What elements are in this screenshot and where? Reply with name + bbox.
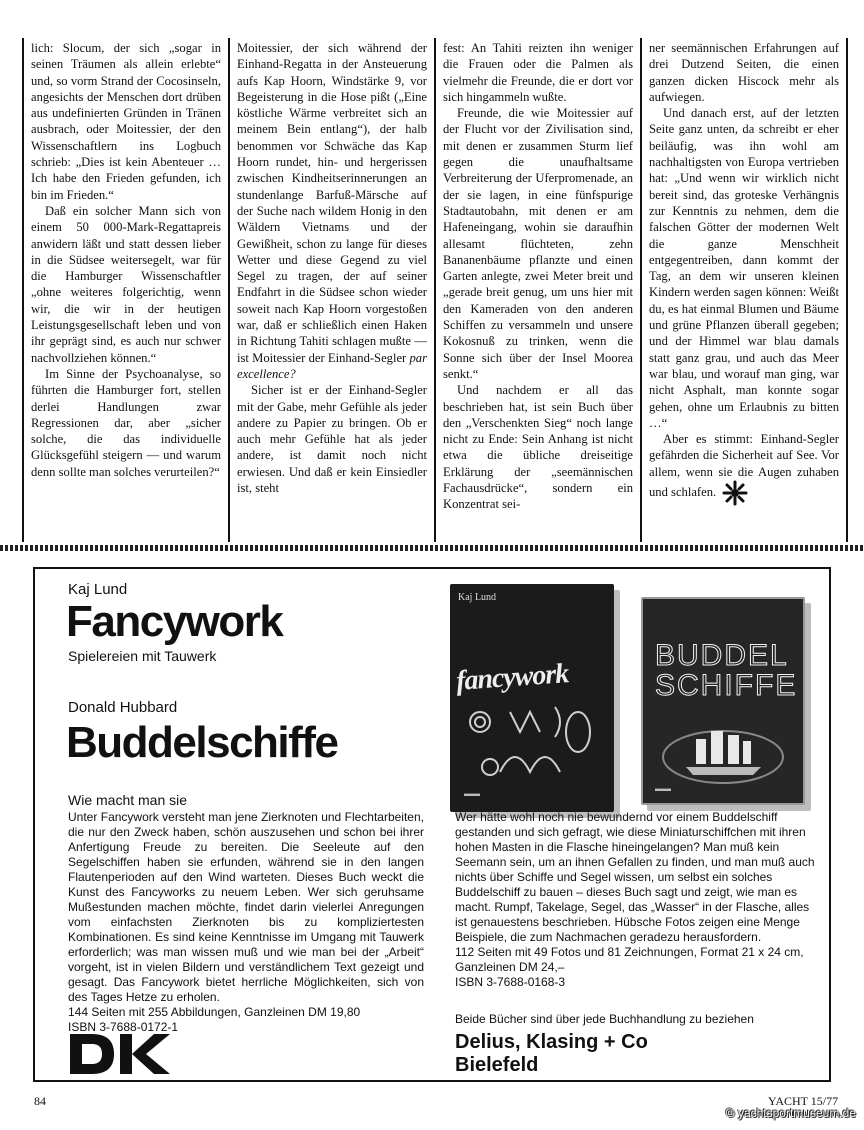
book-advertisement xyxy=(33,567,831,1082)
article-column-1 xyxy=(24,38,230,542)
cover-title: BUDDEL SCHIFFE xyxy=(655,639,798,702)
paragraph: Moitessier, der sich während der Einhand-Regatta in der Ansteuerung aufs Kap Hoorn, Windstärke 9, vor Begeisterung in die Hose pißt („Eine köstliche Wärme verbreitet sich an meinem Bein entlang“), der halb benommen vor Schwäche das Kap Hoorn rundet, hin- und hergerissen zwischen Kindheitserinnerungen an stundenlange Barfuß-Märsche auf der Suche nach wildem Honig in den Wäldern Vietnams und der Gewißheit, schon zu lange für dieses Wetter und diese Gegend zu viel Segel zu tragen, der auf seiner Endfahrt in die Südsee schon wieder soweit nach Kap Hoorn vorgestoßen war, daß er schließlich einen Haken in Richtung Tahiti schlagen mußte — ist Moitessier der Einhand-Segler par excellence? xyxy=(237,41,427,381)
availability-note: Beide Bücher sind über jede Buchhandlung zu beziehen xyxy=(455,1012,754,1026)
end-mark-icon xyxy=(722,480,748,506)
knots-illustration xyxy=(460,702,600,792)
paragraph: fest: An Tahiti reizten ihn weniger die Frauen oder die Palmen als vielmehr die Freunde, die er dort vor sich hingammeln wußte. xyxy=(443,41,633,104)
page-number: 84 xyxy=(34,1094,46,1108)
cover-author: Kaj Lund xyxy=(458,592,497,603)
magazine-issue: YACHT 15/77 xyxy=(768,1094,839,1108)
book2-isbn: ISBN 3-7688-0168-3 xyxy=(455,975,566,989)
paragraph: Und nachdem er all das beschrieben hat, ist sein Buch über den „Verschenkten Sieg“ noch lange nicht zu Ende: Sein Anhang ist nicht etwa die übliche dreiseitige Erklärung der „seemännischen Fachausdrücke“, sondern ein Konzentrat sei- xyxy=(443,383,633,512)
article-column-4 xyxy=(642,38,846,542)
book2-details: 112 Seiten mit 49 Fotos und 81 Zeichnungen, Format 21 x 24 cm, Ganzleinen DM 24,– xyxy=(455,945,804,974)
paragraph: Im Sinne der Psychoanalyse, so führten die Hamburger fort, stellen derlei Handlungen zwar Regressionen dar, aber „sicher solche, die das individuelle Glücksgefühl steigern — und warum denn sollte man solches verurteilen?“ xyxy=(31,366,221,479)
book1-isbn: ISBN 3-7688-0172-1 xyxy=(68,1020,179,1034)
article-column-2 xyxy=(230,38,436,542)
cover-publisher-mark: ▬▬ xyxy=(464,789,480,798)
italic-phrase: par excellence? xyxy=(237,350,427,381)
paragraph: Daß ein solcher Mann sich von einem 50 000-Mark-Regattapreis anwidern läßt und statt dessen lieber in die Südsee weitersegelt, war für die Hamburger Wissenschaftler „ohne weiteres folgerichtig, wenn wir, die wir in der heutigen Leistungsgesellschaft leben und von ihr geprägt sind, es auch nur schwer nachvollziehen können.“ xyxy=(31,203,221,365)
publisher-city: Bielefeld xyxy=(455,1054,539,1076)
buddelschiffe-book-cover xyxy=(641,597,805,805)
book1-title: Fancywork xyxy=(66,597,283,646)
book2-description: Wer hätte wohl noch nie bewundernd vor einem Buddelschiff gestanden und sich gefragt, wie diese Miniaturschiffchen mit ihren hohen Masten in die Flasche hineingelangen? Man muß kein Seemann sein, um an ihnen Gefallen zu finden, und man muß auch nichts über Schiffe und Segel wissen, um selbst ein solches Buddelschiff zu bauen – dieses Buch sagt und zeigt, wie man es macht. Rumpf, Takelage, Segel, das „Wasser“ in der Flasche, alles ist genauestens beschrieben. Hübsche Fotos zeigen eine Menge Beispiele, die zum Nachmachen geradezu herausfordern. xyxy=(455,810,815,944)
cover-title: fancywork xyxy=(455,658,570,697)
article-column-3 xyxy=(436,38,642,542)
book2-description-block xyxy=(455,810,815,990)
publisher-name: Delius, Klasing + Co xyxy=(455,1031,648,1053)
separator-rule xyxy=(0,545,864,551)
paragraph: Aber es stimmt: Einhand-Segler gefährden die Sicherheit auf See. Vor allem, wenn sie die Augen zuhaben und schlafen. xyxy=(649,431,839,506)
book1-details: 144 Seiten mit 255 Abbildungen, Ganzleinen DM 19,80 xyxy=(68,1005,361,1019)
watermark: © yachtsportmuseum.de xyxy=(725,1106,856,1120)
paragraph: Freunde, die wie Moitessier auf der Flucht vor der Zivilisation sind, mit denen er zusammen Sturm lief gegen die unaufhaltsame Verbreiterung der Uferpromenade, an der sie lagen, in eine fünfspurige Stadtautobahn, mit denen er am Hafeneingang, wohin sie daraufhin allesamt flüchteten, zehn Bananenbäume pflanzte und einen Garten anlegte, zwei Meter breit und „gerade breit genug, um uns hier mit den Kameraden von den anderen Schiffen zu versammeln und unsere Kokosnuß zu trinken, wenn die Sonne sich über der Insel Moorea senkt.“ xyxy=(443,106,633,381)
book1-subtitle: Spielereien mit Tauwerk xyxy=(68,648,217,664)
paragraph: Sicher ist er der Einhand-Segler mit der Gabe, mehr Gefühle als jeder andere zu Papier zu bringen. Ob er auch mehr Gefühle hat als jeder andere, ist damit noch nicht erwiesen. Und daß er kein Einsiedler ist, steht xyxy=(237,383,427,496)
paragraph: lich: Slocum, der sich „sogar in seinen Träumen als allein erlebte“ und, so vorm Strand der Cocosinseln, angesichts der Menschen dort drüben aus undefinierten Gründen in Tränen ausbrach, oder Moitessier, der den Wissenschaftlern ins Logbuch schrieb: „Dies ist kein Abenteuer … Ich habe den Frieden gefunden, ich bin im Frieden.“ xyxy=(31,41,221,202)
book2-author: Donald Hubbard xyxy=(68,699,178,716)
book2-subtitle: Wie macht man sie xyxy=(68,792,188,808)
paragraph: ner seemännischen Erfahrungen auf drei Dutzend Seiten, die einen ganzen dicken Hiscock mehr als aufwiegen. xyxy=(649,41,839,104)
dk-logo-icon xyxy=(70,1034,170,1074)
article-columns xyxy=(22,38,848,542)
fancywork-book-cover xyxy=(450,584,614,812)
book1-description: Unter Fancywork versteht man jene Zierknoten und Flechtarbeiten, die nur den Zweck haben, schön auszusehen und schon bei ihrer Anfertigung Freude zu bereiten. Die Seeleute auf den Segelschiffen haben sie erfunden, während sie in den langen Flautenperioden auf den Wind warteten. Dieses Buch weckt die Kunst des Fancyworks zu neuem Leben. Wer sich geruhsame Mußestunden machen möchte, findet darin vielerlei Anregungen vom einfachsten Zierknoten bis zu kompliziertesten Kombinationen. Es sind keine Kenntnisse im Umgang mit Tauwerk erforderlich; was man wissen muß und wie man bei der „Arbeit“ vorgeht, ist in vielen Bildern und verständlichem Text gezeigt und gesagt. Das Fancywork bietet herrliche Möglichkeiten, sich von des Tages Hetze zu erholen. xyxy=(68,810,424,1004)
cover-publisher-mark: ▬▬ xyxy=(655,784,671,793)
ship-in-bottle-illustration xyxy=(661,719,791,789)
book2-title: Buddelschiffe xyxy=(66,718,338,767)
paragraph: Und danach erst, auf der letzten Seite ganz unten, da schreibt er eher beiläufig, was ihn wohl am nachhaltigsten von Europa vertrieben hat: „Und wenn wir wirklich nicht bereit sind, das groteske Verhängnis zur Kenntnis zu nehmen, dem die falschen Götter der modernen Welt die ganze Menschheit entgegentreiben, dann kommt der Tag, an dem wir unseren kleinen Kindern werden sagen können: Weißt du, es hat einmal Blumen und Bäume und grüne Pflanzen überall gegeben; und der Himmel war blau damals statt ganz grau, und auch das Meer war blau, und worauf man ging, war nicht Asphalt, man konnte sogar gehen, ohne um Erlaubnis zu bitten …“ xyxy=(649,106,839,430)
book1-author: Kaj Lund xyxy=(68,581,128,598)
book1-description-block xyxy=(68,810,424,1035)
